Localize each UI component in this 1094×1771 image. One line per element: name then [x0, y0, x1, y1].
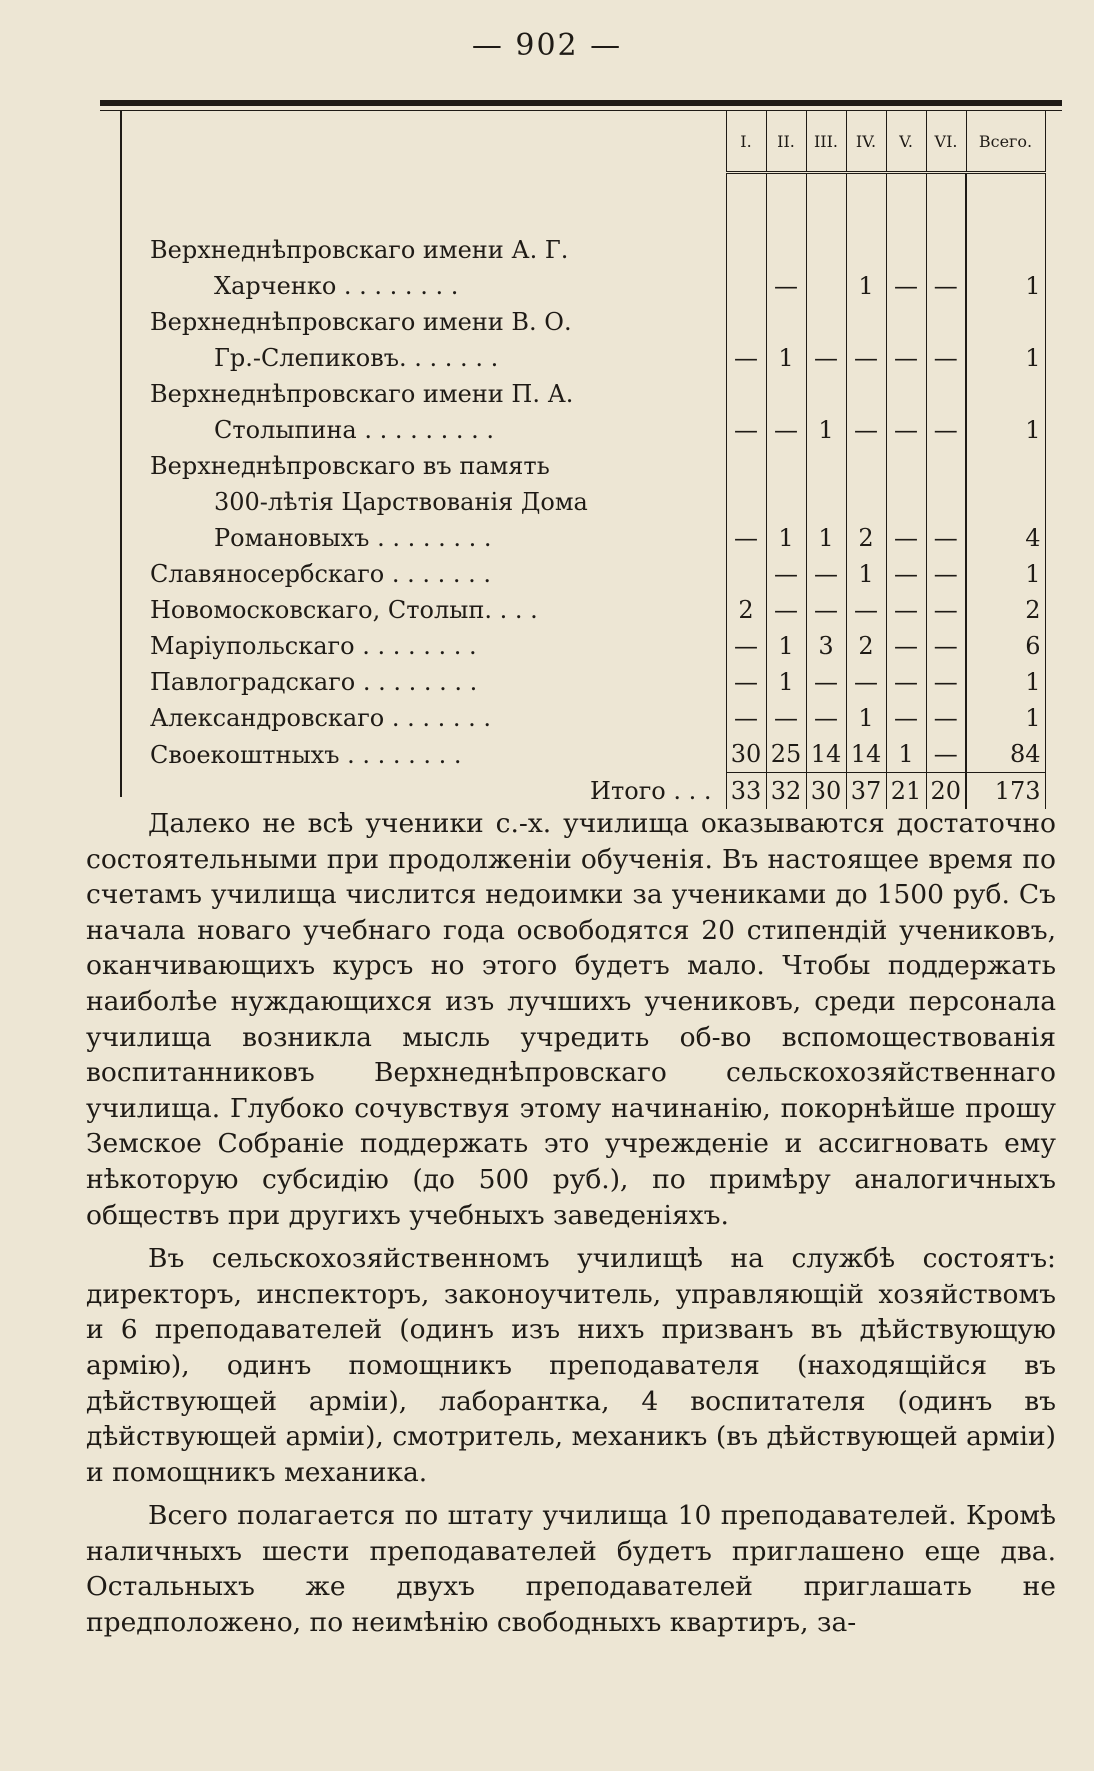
paragraph: Далеко не всѣ ученики с.-х. училища оказываются достаточно состоятельными при продолженіи обученія. Въ настоящее время по счетамъ училища числится недоимки за учениками до 1500 руб. Съ начала новаго учебнаго года освободятся 20 стипендій учениковъ, оканчивающихъ курсъ но этого будетъ мало. Чтобы поддержать наиболѣе нуждающихся изъ лучшихъ учениковъ, среди персонала училища возникла мысль учредить об-во вспомоществованія воспитанниковъ Верхнеднѣпровскаго сельскохозяйственнаго училища. Глубоко сочувствуя этому начинанію, покорнѣйше прошу Земское Собраніе поддержать это учрежденіе и ассигновать ему нѣкоторую субсидію (до 500 руб.), по примѣру аналогичныхъ обществъ при другихъ учебныхъ заведеніяхъ.: [86, 808, 1056, 1231]
count-cell: —: [846, 592, 886, 628]
count-cell: [766, 376, 806, 412]
table-row: [130, 304, 1045, 340]
count-cell: —: [926, 736, 966, 773]
table-spacer-row: [130, 173, 1045, 233]
total-cell: [966, 448, 1045, 484]
count-cell: —: [766, 700, 806, 736]
school-name: Своекоштныхъ . . . . . . . .: [150, 740, 462, 769]
count-cell: 1: [806, 412, 846, 448]
count-cell: [766, 484, 806, 520]
table-row: [130, 628, 1045, 664]
school-name: Верхнеднѣпровскаго имени В. О.: [150, 308, 572, 336]
count-cell: [886, 484, 926, 520]
table-row: [130, 448, 1045, 484]
count-cell: 30: [726, 736, 766, 773]
school-name: Александровскаго . . . . . . .: [150, 704, 492, 732]
count-cell: —: [806, 664, 846, 700]
count-cell: [926, 484, 966, 520]
count-cell: 1: [846, 556, 886, 592]
spacer-cell: [966, 173, 1045, 233]
count-cell: —: [926, 700, 966, 736]
grand-total-cell: 173: [966, 773, 1045, 810]
count-cell: 1: [766, 628, 806, 664]
count-cell: —: [926, 520, 966, 556]
header-rule: [100, 100, 1062, 106]
spacer-cell: [926, 173, 966, 233]
count-cell: [726, 448, 766, 484]
count-cell: 2: [846, 520, 886, 556]
count-cell: [766, 232, 806, 268]
column-header: I.: [726, 111, 766, 173]
count-cell: —: [766, 556, 806, 592]
count-cell: [926, 376, 966, 412]
total-cell: [966, 484, 1045, 520]
school-name: Гр.-Слепиковъ. . . . . . .: [214, 344, 499, 372]
table-row: [130, 664, 1045, 700]
total-cell: 1: [966, 556, 1045, 592]
count-cell: —: [766, 268, 806, 304]
school-name: Романовыхъ . . . . . . . .: [214, 524, 492, 552]
column-header: VI.: [926, 111, 966, 173]
count-cell: [726, 376, 766, 412]
count-cell: [726, 556, 766, 592]
count-cell: —: [886, 340, 926, 376]
count-cell: [806, 232, 846, 268]
table-row: [130, 340, 1045, 376]
table-row: [130, 412, 1045, 448]
count-cell: [846, 448, 886, 484]
total-cell: [966, 232, 1045, 268]
total-label: Итого . . .: [590, 777, 712, 805]
count-cell: 25: [766, 736, 806, 773]
count-cell: —: [806, 556, 846, 592]
count-cell: —: [926, 268, 966, 304]
school-name: Павлоградскаго . . . . . . . .: [150, 668, 478, 696]
count-cell: 3: [806, 628, 846, 664]
count-cell: —: [726, 628, 766, 664]
count-cell: 14: [846, 736, 886, 773]
table-total-row: [130, 773, 1045, 810]
count-cell: —: [926, 628, 966, 664]
count-cell: [726, 304, 766, 340]
total-cell: 1: [966, 664, 1045, 700]
count-cell: 1: [766, 520, 806, 556]
count-cell: 1: [886, 736, 926, 773]
count-cell: —: [726, 520, 766, 556]
table-row: [130, 232, 1045, 268]
count-cell: [886, 376, 926, 412]
count-cell: —: [726, 340, 766, 376]
count-cell: —: [806, 340, 846, 376]
count-cell: —: [886, 268, 926, 304]
spacer-cell: [766, 173, 806, 233]
column-header: IV.: [846, 111, 886, 173]
count-cell: —: [806, 700, 846, 736]
column-header: V.: [886, 111, 926, 173]
count-cell: —: [926, 412, 966, 448]
spacer-cell: [130, 173, 726, 233]
page-number: — 902 —: [471, 28, 623, 63]
count-cell: [806, 268, 846, 304]
count-cell: [806, 376, 846, 412]
count-cell: 2: [846, 628, 886, 664]
count-cell: [846, 484, 886, 520]
school-name: Столыпина . . . . . . . . .: [214, 416, 495, 444]
count-cell: [806, 484, 846, 520]
total-cell: 4: [966, 520, 1045, 556]
count-cell: 1: [806, 520, 846, 556]
count-cell: 1: [766, 664, 806, 700]
table-row: [130, 376, 1045, 412]
total-cell: 1: [966, 412, 1045, 448]
count-cell: [766, 448, 806, 484]
spacer-cell: [806, 173, 846, 233]
count-cell: 1: [846, 268, 886, 304]
total-count-cell: 21: [886, 773, 926, 810]
count-cell: 2: [726, 592, 766, 628]
paragraph: Всего полагается по штату училища 10 преподавателей. Кромѣ наличныхъ шести преподавателей будетъ приглашено еще два. Остальныхъ же двухъ преподавателей приглашать не предположено, по неимѣнію свободныхъ квартиръ, за-: [86, 1500, 1056, 1639]
count-cell: [886, 232, 926, 268]
count-cell: —: [726, 412, 766, 448]
table-row: [130, 268, 1045, 304]
column-header: II.: [766, 111, 806, 173]
total-cell: 1: [966, 700, 1045, 736]
count-cell: [806, 304, 846, 340]
total-cell: [966, 304, 1045, 340]
school-name: Харченко . . . . . . . .: [214, 272, 459, 300]
count-cell: [726, 232, 766, 268]
school-name: Верхнеднѣпровскаго въ память: [150, 452, 550, 480]
count-cell: —: [766, 592, 806, 628]
count-cell: 14: [806, 736, 846, 773]
total-count-cell: 20: [926, 773, 966, 810]
count-cell: [766, 304, 806, 340]
spacer-cell: [886, 173, 926, 233]
count-cell: [886, 304, 926, 340]
count-cell: [726, 484, 766, 520]
total-cell: [966, 376, 1045, 412]
count-cell: —: [926, 664, 966, 700]
table-row: [130, 484, 1045, 520]
count-cell: —: [886, 700, 926, 736]
count-cell: [886, 448, 926, 484]
count-cell: [806, 448, 846, 484]
count-cell: [726, 268, 766, 304]
total-cell: 6: [966, 628, 1045, 664]
count-cell: —: [846, 664, 886, 700]
count-cell: —: [886, 628, 926, 664]
paragraph: Въ сельскохозяйственномъ училищѣ на службѣ состоятъ: директоръ, инспекторъ, законоучитель, управляющій хозяйствомъ и 6 преподавателей (одинъ изъ нихъ призванъ въ дѣйствующую армію), одинъ помощникъ преподавателя (находящійся въ дѣйствующей арміи), лаборантка, 4 воспитателя (одинъ въ дѣйствующей арміи), смотритель, механикъ (въ дѣйствующей арміи) и помощникъ механика.: [86, 1243, 1056, 1488]
table-row: [130, 592, 1045, 628]
total-cell: 1: [966, 340, 1045, 376]
school-name: Верхнеднѣпровскаго имени А. Г.: [150, 236, 569, 264]
school-name: Маріупольскаго . . . . . . . .: [150, 632, 477, 660]
total-count-cell: 37: [846, 773, 886, 810]
spacer-cell: [846, 173, 886, 233]
count-cell: —: [846, 340, 886, 376]
total-cell: 84: [966, 736, 1045, 773]
count-cell: [926, 232, 966, 268]
total-count-cell: 32: [766, 773, 806, 810]
body-text: [86, 806, 1056, 1649]
count-cell: —: [806, 592, 846, 628]
table-row: [130, 736, 1045, 773]
school-name: 300-лѣтія Царствованія Дома: [214, 488, 588, 516]
count-cell: —: [846, 412, 886, 448]
count-cell: —: [926, 592, 966, 628]
count-cell: 1: [846, 700, 886, 736]
count-cell: —: [886, 556, 926, 592]
count-cell: [926, 304, 966, 340]
school-name: Славяносербскаго . . . . . . .: [150, 560, 492, 588]
table-row: [130, 700, 1045, 736]
count-cell: [846, 376, 886, 412]
table-row: [130, 520, 1045, 556]
count-cell: —: [886, 664, 926, 700]
count-cell: —: [926, 556, 966, 592]
count-cell: [926, 448, 966, 484]
count-cell: —: [886, 592, 926, 628]
count-cell: —: [886, 520, 926, 556]
schools-table: [130, 111, 1046, 809]
total-count-cell: 30: [806, 773, 846, 810]
count-cell: [846, 304, 886, 340]
count-cell: [846, 232, 886, 268]
total-cell: 1: [966, 268, 1045, 304]
count-cell: —: [766, 412, 806, 448]
count-cell: —: [726, 700, 766, 736]
school-name: Новомосковскаго, Столып. . . .: [150, 596, 538, 624]
header-blank: [130, 111, 726, 173]
count-cell: —: [886, 412, 926, 448]
column-header: Всего.: [966, 111, 1045, 173]
total-cell: 2: [966, 592, 1045, 628]
table-row: [130, 556, 1045, 592]
count-cell: —: [726, 664, 766, 700]
count-cell: 1: [766, 340, 806, 376]
count-cell: —: [926, 340, 966, 376]
schools-table-frame: [120, 111, 1042, 805]
table-header-row: [130, 111, 1045, 173]
column-header: III.: [806, 111, 846, 173]
spacer-cell: [726, 173, 766, 233]
total-count-cell: 33: [726, 773, 766, 810]
school-name: Верхнеднѣпровскаго имени П. А.: [150, 380, 574, 408]
